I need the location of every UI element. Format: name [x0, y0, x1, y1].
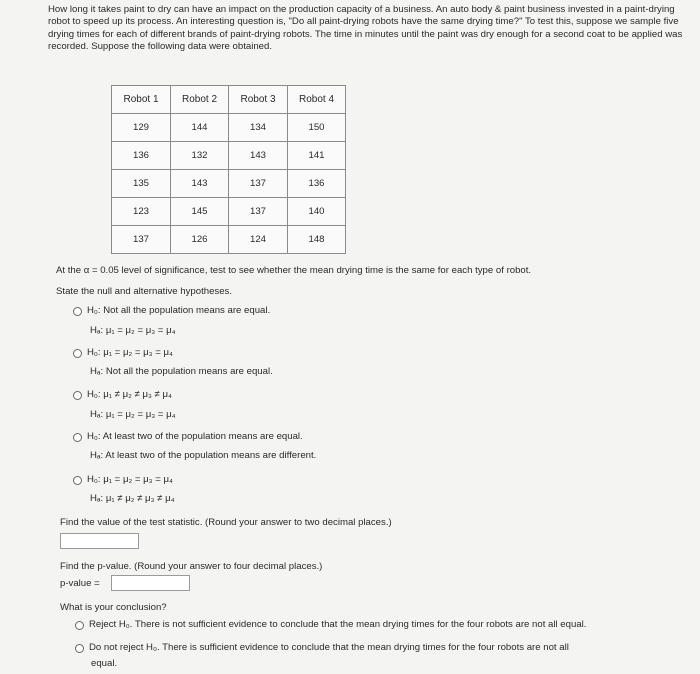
table-cell: 132 [171, 142, 229, 170]
table-header-row [112, 86, 346, 114]
table-cell: 143 [229, 142, 288, 170]
pvalue-label: p-value = [60, 578, 100, 589]
column-header: Robot 2 [171, 86, 229, 114]
table-row [112, 198, 346, 226]
table-cell: 150 [288, 114, 346, 142]
table-row [112, 142, 346, 170]
hypotheses-prompt: State the null and alternative hypotheses. [56, 286, 233, 297]
table-cell: 137 [112, 226, 171, 254]
column-header: Robot 1 [112, 86, 171, 114]
table-cell: 137 [229, 198, 288, 226]
conclusion-prompt: What is your conclusion? [60, 602, 167, 613]
problem-intro: How long it takes paint to dry can have an impact on the production capacity of a business. An auto body & paint business invested in a paint-drying robot to speed up its process. An interesting question is, "Do all paint-drying robots have the same drying time?" To test this, suppose we sample five drying times for each of different brands of paint-drying robots. The time in minutes until the paint was dry enough for a second coat to be applied was recorded. Suppose the following data were obtained. [48, 4, 683, 53]
hypothesis-option-5-radio[interactable] [73, 476, 82, 485]
column-header: Robot 3 [229, 86, 288, 114]
test-stat-prompt: Find the value of the test statistic. (Round your answer to two decimal places.) [60, 517, 392, 528]
hypothesis-option-4-radio[interactable] [73, 433, 82, 442]
table-cell: 143 [171, 170, 229, 198]
table-cell: 141 [288, 142, 346, 170]
pvalue-prompt: Find the p-value. (Round your answer to four decimal places.) [60, 561, 323, 572]
table-cell: 135 [112, 170, 171, 198]
table-cell: 126 [171, 226, 229, 254]
table-cell: 137 [229, 170, 288, 198]
table-row [112, 114, 346, 142]
hypothesis-option-1-radio[interactable] [73, 307, 82, 316]
conclusion-not-reject-text-cont: equal. [91, 658, 118, 669]
table-cell: 134 [229, 114, 288, 142]
conclusion-not-reject-text: Do not reject H₀. There is sufficient evidence to conclude that the mean drying times for the four robots are not all [89, 642, 569, 653]
option-2-alt: Hₐ: Not all the population means are equal. [90, 366, 273, 377]
table-cell: 123 [112, 198, 171, 226]
hypothesis-option-2-radio[interactable] [73, 349, 82, 358]
table-cell: 148 [288, 226, 346, 254]
option-1-null: H₀: Not all the population means are equal. [87, 305, 271, 316]
table-row [112, 226, 346, 254]
conclusion-reject-text: Reject H₀. There is not sufficient evidence to conclude that the mean drying times for the four robots are not all equal. [89, 619, 587, 630]
option-4-null: H₀: At least two of the population means are equal. [87, 431, 303, 442]
table-cell: 129 [112, 114, 171, 142]
option-3-alt: Hₐ: μ₁ = μ₂ = μ₃ = μ₄ [90, 409, 176, 420]
test-stat-input[interactable] [60, 533, 139, 549]
table-cell: 136 [112, 142, 171, 170]
table-cell: 145 [171, 198, 229, 226]
conclusion-reject-radio[interactable] [75, 621, 84, 630]
option-5-null: H₀: μ₁ = μ₂ = μ₃ = μ₄ [87, 474, 173, 485]
option-5-alt: Hₐ: μ₁ ≠ μ₂ ≠ μ₃ ≠ μ₄ [90, 493, 175, 504]
pvalue-input[interactable] [111, 575, 190, 591]
table-cell: 136 [288, 170, 346, 198]
hypothesis-option-3-radio[interactable] [73, 391, 82, 400]
table-cell: 140 [288, 198, 346, 226]
table-row [112, 170, 346, 198]
option-3-null: H₀: μ₁ ≠ μ₂ ≠ μ₃ ≠ μ₄ [87, 389, 172, 400]
table-cell: 124 [229, 226, 288, 254]
column-header: Robot 4 [288, 86, 346, 114]
significance-question: At the α = 0.05 level of significance, test to see whether the mean drying time is the same for each type of robot. [56, 265, 532, 276]
conclusion-not-reject-radio[interactable] [75, 644, 84, 653]
drying-times-table [111, 85, 346, 254]
option-1-alt: Hₐ: μ₁ = μ₂ = μ₃ = μ₄ [90, 325, 176, 336]
table-cell: 144 [171, 114, 229, 142]
option-2-null: H₀: μ₁ = μ₂ = μ₃ = μ₄ [87, 347, 173, 358]
option-4-alt: Hₐ: At least two of the population means are different. [90, 450, 317, 461]
